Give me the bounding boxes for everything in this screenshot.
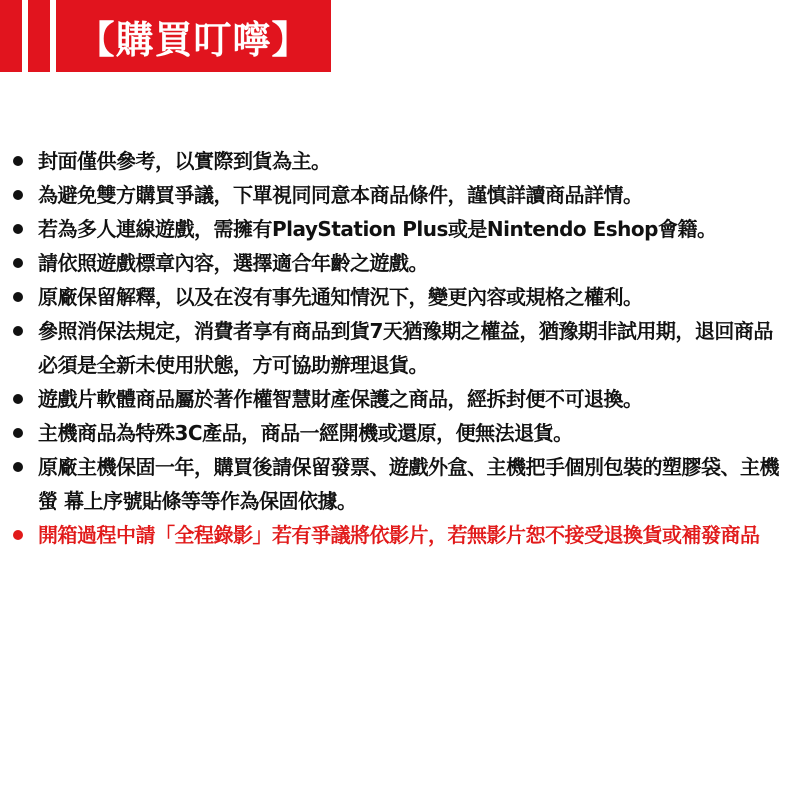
note-item bbox=[0, 246, 800, 280]
note-item bbox=[0, 280, 800, 314]
purchase-notes-list bbox=[0, 144, 800, 552]
note-text: 參照消保法規定，消費者享有商品到貨7天猶豫期之權益，猶豫期非試用期，退回商品必須是全新未使用狀態，方可協助辦理退貨。 bbox=[38, 319, 773, 377]
note-text: 主機商品為特殊3C產品，商品一經開機或還原，便無法退貨。 bbox=[38, 421, 573, 445]
bullet-icon bbox=[13, 258, 23, 268]
bullet-icon bbox=[13, 190, 23, 200]
note-item bbox=[0, 314, 800, 382]
bullet-icon bbox=[13, 292, 23, 302]
note-item bbox=[0, 144, 800, 178]
header-banner bbox=[0, 0, 331, 72]
bullet-icon bbox=[13, 394, 23, 404]
note-text: 請依照遊戲標章內容，選擇適合年齡之遊戲。 bbox=[38, 251, 428, 275]
note-item bbox=[0, 450, 800, 518]
page-title-box bbox=[56, 0, 331, 72]
red-stripe-1 bbox=[0, 0, 22, 72]
bullet-icon bbox=[13, 156, 23, 166]
note-text: 若為多人連線遊戲，需擁有PlayStation Plus或是Nintendo Eshop會籍。 bbox=[38, 217, 717, 241]
note-item bbox=[0, 178, 800, 212]
red-stripe-2 bbox=[28, 0, 50, 72]
note-text: 原廠保留解釋，以及在沒有事先通知情況下，變更內容或規格之權利。 bbox=[38, 285, 643, 309]
bullet-icon bbox=[13, 326, 23, 336]
note-item bbox=[0, 382, 800, 416]
bullet-icon bbox=[13, 462, 23, 472]
note-text: 封面僅供參考，以實際到貨為主。 bbox=[38, 149, 331, 173]
note-text: 遊戲片軟體商品屬於著作權智慧財產保護之商品，經拆封便不可退換。 bbox=[38, 387, 643, 411]
note-item bbox=[0, 416, 800, 450]
note-text: 為避免雙方購買爭議，下單視同同意本商品條件，謹慎詳讀商品詳情。 bbox=[38, 183, 643, 207]
bullet-icon bbox=[13, 530, 23, 540]
note-item bbox=[0, 212, 800, 246]
note-text: 原廠主機保固一年，購買後請保留發票、遊戲外盒、主機把手個別包裝的塑膠袋、主機螢 幕上序號貼條等等作為保固依據。 bbox=[38, 455, 779, 513]
page-title: 【購買叮嚀】 bbox=[76, 17, 311, 62]
bullet-icon bbox=[13, 428, 23, 438]
warning-note-item bbox=[0, 518, 800, 552]
warning-note-text: 開箱過程中請「全程錄影」若有爭議將依影片，若無影片恕不接受退換貨或補發商品 bbox=[38, 523, 760, 547]
bullet-icon bbox=[13, 224, 23, 234]
